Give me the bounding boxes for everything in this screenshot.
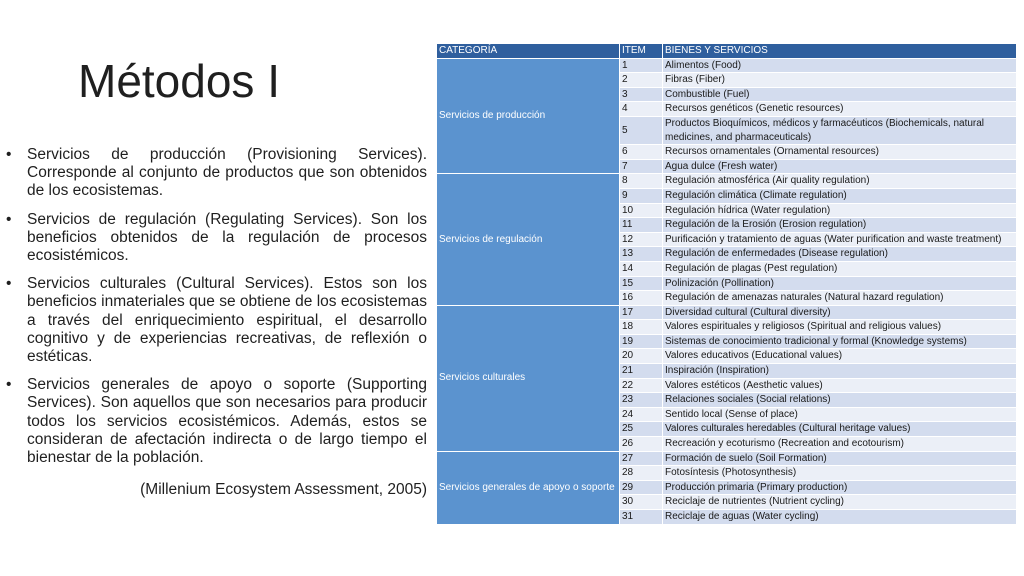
item-number-cell: 3 [620,87,663,102]
table-header-row [437,44,1017,59]
table-row [437,58,1017,73]
service-cell: Regulación de la Erosión (Erosion regulation) [663,218,1017,233]
bullet-dot: • [6,275,12,293]
services-table [436,43,1017,525]
service-cell: Combustible (Fuel) [663,87,1017,102]
service-cell: Reciclaje de aguas (Water cycling) [663,510,1017,525]
service-cell: Polinización (Pollination) [663,276,1017,291]
item-number-cell: 20 [620,349,663,364]
item-number-cell: 21 [620,364,663,379]
service-cell: Regulación climática (Climate regulation) [663,188,1017,203]
item-number-cell: 14 [620,261,663,276]
item-number-cell: 2 [620,73,663,88]
service-cell: Valores culturales heredables (Cultural heritage values) [663,422,1017,437]
service-cell: Agua dulce (Fresh water) [663,159,1017,174]
header-goods-services: BIENES Y SERVICIOS [663,44,1017,59]
table-row [437,451,1017,466]
service-cell: Regulación de plagas (Pest regulation) [663,261,1017,276]
item-number-cell: 11 [620,218,663,233]
service-cell: Valores espirituales y religiosos (Spiritual and religious values) [663,320,1017,335]
header-item: ITEM [620,44,663,59]
bullet-text: Servicios de producción (Provisioning Services). Corresponde al conjunto de productos que son obtenidos de los ecosistemas. [27,146,427,200]
item-number-cell: 10 [620,203,663,218]
item-number-cell: 24 [620,407,663,422]
item-number-cell: 17 [620,305,663,320]
item-number-cell: 12 [620,232,663,247]
service-cell: Regulación de enfermedades (Disease regulation) [663,247,1017,262]
service-cell: Diversidad cultural (Cultural diversity) [663,305,1017,320]
bullet-dot: • [6,146,12,163]
item-number-cell: 13 [620,247,663,262]
item-number-cell: 9 [620,188,663,203]
bullet-dot: • [6,210,12,228]
bullet-text: Servicios culturales (Cultural Services). Estos son los beneficios inmateriales que se obtiene de los ecosistemas a través del enriquecimiento espiritual, el desarrollo cognitivo y de experiencias recreativas, de reflexión o estéticas. [27,275,427,366]
item-number-cell: 4 [620,102,663,117]
service-cell: Recursos genéticos (Genetic resources) [663,102,1017,117]
item-number-cell: 30 [620,495,663,510]
service-cell: Formación de suelo (Soil Formation) [663,451,1017,466]
item-number-cell: 19 [620,334,663,349]
service-cell: Recursos ornamentales (Ornamental resources) [663,145,1017,160]
bullet-item [6,211,427,266]
citation: (Millenium Ecosystem Assessment, 2005) [140,481,427,498]
bullet-item [6,146,427,201]
service-cell: Valores estéticos (Aesthetic values) [663,378,1017,393]
bullet-list [6,146,427,477]
bullet-item [6,376,427,467]
table-row [437,174,1017,189]
service-cell: Producción primaria (Primary production) [663,480,1017,495]
item-number-cell: 1 [620,58,663,73]
item-number-cell: 15 [620,276,663,291]
service-cell: Fibras (Fiber) [663,73,1017,88]
service-cell: Valores educativos (Educational values) [663,349,1017,364]
category-cell: Servicios culturales [437,305,620,451]
item-number-cell: 6 [620,145,663,160]
item-number-cell: 27 [620,451,663,466]
service-cell: Sentido local (Sense of place) [663,407,1017,422]
service-cell: Fotosíntesis (Photosynthesis) [663,466,1017,481]
service-cell: Regulación de amenazas naturales (Natural hazard regulation) [663,291,1017,306]
item-number-cell: 29 [620,480,663,495]
item-number-cell: 16 [620,291,663,306]
item-number-cell: 7 [620,159,663,174]
service-cell: Regulación atmosférica (Air quality regulation) [663,174,1017,189]
service-cell: Productos Bioquímicos, médicos y farmacéuticos (Biochemicals, natural medicines, and pharmaceuticals) [663,116,1017,144]
service-cell: Regulación hídrica (Water regulation) [663,203,1017,218]
item-number-cell: 31 [620,510,663,525]
table-row [437,305,1017,320]
item-number-cell: 23 [620,393,663,408]
item-number-cell: 5 [620,116,663,144]
bullet-text: Servicios generales de apoyo o soporte (Supporting Services). Son aquellos que son necesarios para producir todos los servicios ecosistémicos. Además, estos se consideran de afectación indirecta o de largo tiempo el bienestar de la población. [27,376,427,467]
item-number-cell: 28 [620,466,663,481]
item-number-cell: 18 [620,320,663,335]
service-cell: Sistemas de conocimiento tradicional y formal (Knowledge systems) [663,334,1017,349]
bullet-item [6,275,427,366]
service-cell: Relaciones sociales (Social relations) [663,393,1017,408]
service-cell: Inspiración (Inspiration) [663,364,1017,379]
slide-title: Métodos I [78,55,280,107]
item-number-cell: 8 [620,174,663,189]
table-body [437,58,1017,524]
item-number-cell: 26 [620,437,663,452]
category-cell: Servicios generales de apoyo o soporte [437,451,620,524]
category-cell: Servicios de producción [437,58,620,174]
service-cell: Purificación y tratamiento de aguas (Water purification and waste treatment) [663,232,1017,247]
bullet-text: Servicios de regulación (Regulating Services). Son los beneficios obtenidos de la regulación de procesos ecosistémicos. [27,210,427,265]
item-number-cell: 22 [620,378,663,393]
item-number-cell: 25 [620,422,663,437]
service-cell: Alimentos (Food) [663,58,1017,73]
header-category: CATEGORÍA [437,44,620,59]
category-cell: Servicios de regulación [437,174,620,305]
bullet-dot: • [6,376,12,394]
service-cell: Reciclaje de nutrientes (Nutrient cycling) [663,495,1017,510]
service-cell: Recreación y ecoturismo (Recreation and ecotourism) [663,437,1017,452]
